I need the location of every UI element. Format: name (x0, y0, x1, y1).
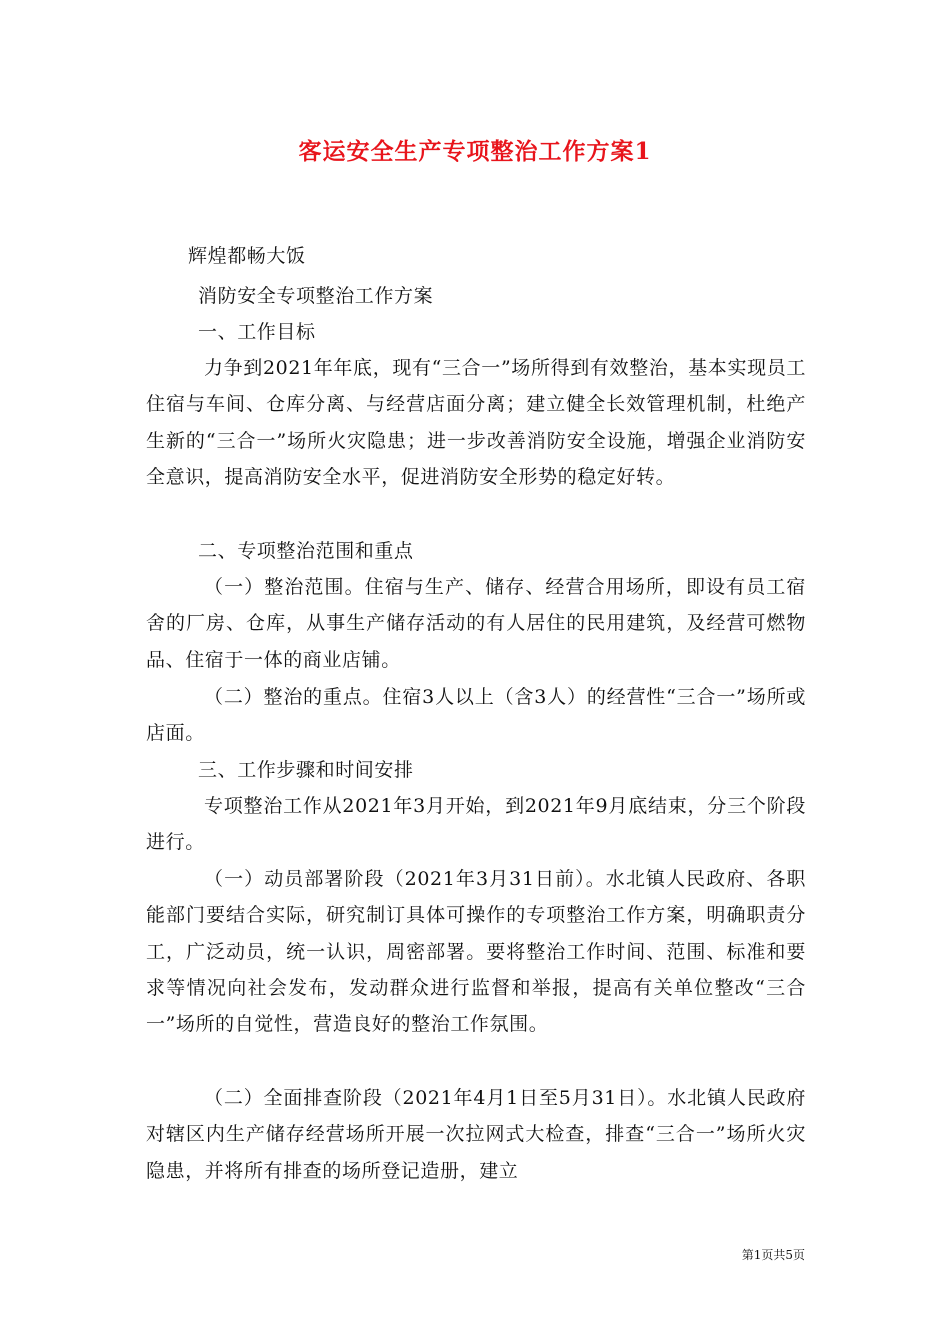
section-heading-1 (198, 314, 858, 350)
paragraph-focus (146, 679, 806, 752)
paragraph-schedule (146, 788, 806, 861)
paragraph: （二）整治的重点。住宿3人以上（含3人）的经营性“三合一”场所或店面。 (146, 686, 806, 745)
paragraph-phase-1 (146, 861, 806, 1042)
section-heading: 二、专项整治范围和重点 (198, 540, 414, 562)
paragraph: （二）全面排查阶段（2021年4月1日至5月31日）。水北镇人民政府对辖区内生产储存经营场所开展一次拉网式大检查，排查“三合一”场所火灾隐患，并将所有排查的场所登记造册，建立 (146, 1087, 806, 1182)
section-heading-2 (198, 533, 858, 569)
paragraph: 消防安全专项整治工作方案 (198, 285, 434, 307)
paragraph: （一）整治范围。住宿与生产、储存、经营合用场所，即设有员工宿舍的厂房、仓库，从事生产储存活动的有人居住的民用建筑，及经营可燃物品、住宿于一体的商业店铺。 (146, 576, 806, 671)
paragraph-plan-title (198, 278, 858, 314)
section-heading: 三、工作步骤和时间安排 (198, 759, 414, 781)
paragraph-scope (146, 569, 806, 678)
section-heading-3 (198, 752, 858, 788)
paragraph-phase-2 (146, 1080, 806, 1189)
paragraph-hotel-name (188, 238, 848, 274)
paragraph: （一）动员部署阶段（2021年3月31日前）。水北镇人民政府、各职能部门要结合实际，研究制订具体可操作的专项整治工作方案，明确职责分工，广泛动员，统一认识，周密部署。要将整治工作时间、范围、标准和要求等情况向社会发布，发动群众进行监督和举报，提高有关单位整改“三合一”场所的自觉性，营造良好的整治工作氛围。 (146, 868, 806, 1036)
page-number: 第1页共5页 (741, 1248, 805, 1262)
section-heading: 一、工作目标 (198, 321, 316, 343)
document-title: 客运安全生产专项整治工作方案1 (298, 138, 652, 165)
paragraph-goal (146, 350, 806, 495)
paragraph: 力争到2021年年底，现有“三合一”场所得到有效整治，基本实现员工住宿与车间、仓库分离、与经营店面分离；建立健全长效管理机制，杜绝产生新的“三合一”场所火灾隐患；进一步改善消防安全设施，增强企业消防安全意识，提高消防安全水平，促进消防安全形势的稳定好转。 (146, 357, 806, 488)
paragraph: 专项整治工作从2021年3月开始，到2021年9月底结束，分三个阶段进行。 (146, 795, 806, 854)
paragraph: 辉煌都畅大饭 (188, 245, 306, 267)
